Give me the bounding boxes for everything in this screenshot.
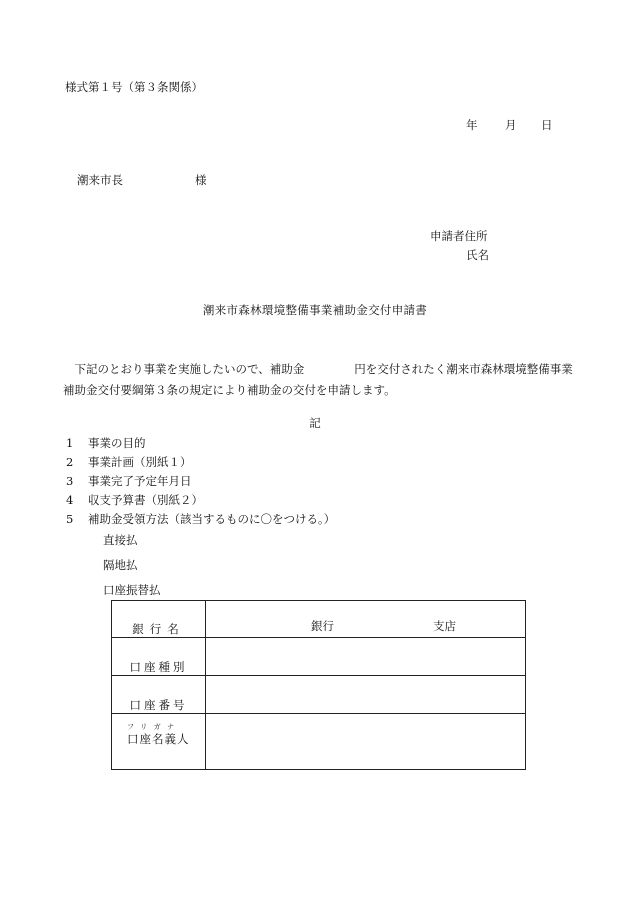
list-item (66, 453, 335, 472)
method-direct: 直接払 (103, 533, 138, 547)
account-holder-label-cell (112, 714, 206, 770)
account-type-label: 口座種別 (112, 638, 206, 676)
item-text: 事業の目的 (88, 436, 146, 450)
item-text: 事業計画（別紙１） (88, 455, 192, 469)
addressee-name: 潮来市長 (77, 173, 123, 187)
account-holder-label: 口座名義人 (127, 732, 190, 746)
item-number: 2 (66, 455, 74, 469)
branch-word: 支店 (433, 619, 456, 633)
item-number: 3 (66, 474, 74, 488)
bank-name-field (206, 601, 526, 638)
list-item (66, 434, 335, 453)
table-row (112, 601, 526, 638)
table-row (112, 676, 526, 714)
statement-part-2: 円を交付されたく潮来市森林環境整備事業補助金交付要綱第３条の規定により補助金の交付を申請します。 (63, 362, 573, 397)
application-statement (63, 359, 583, 401)
item-text: 補助金受領方法（該当するものに〇をつける。） (88, 512, 336, 526)
table-row (112, 714, 526, 770)
method-remote: 隔地払 (103, 558, 138, 572)
addressee-honorific: 様 (195, 173, 207, 187)
account-holder-field (206, 714, 526, 770)
date-month-label: 月 (505, 118, 517, 132)
account-number-field (206, 676, 526, 714)
item-number: 5 (66, 512, 74, 526)
list-item (66, 472, 335, 491)
item-number: 1 (66, 436, 74, 450)
list-item (66, 510, 335, 529)
table-row (112, 638, 526, 676)
list-item (66, 491, 335, 510)
bank-account-table (111, 600, 526, 770)
date-day-label: 日 (541, 118, 553, 132)
account-number-label: 口座番号 (112, 676, 206, 714)
addressee (77, 175, 207, 187)
ki-heading: 記 (309, 416, 321, 430)
item-number: 4 (66, 493, 74, 507)
bank-name-label: 銀行名 (112, 601, 206, 638)
item-text: 事業完了予定年月日 (88, 474, 192, 488)
document-title: 潮来市森林環境整備事業補助金交付申請書 (202, 303, 428, 317)
account-type-field (206, 638, 526, 676)
method-account-transfer: 口座振替払 (103, 583, 161, 597)
item-list (66, 434, 335, 529)
form-number: 様式第１号（第３条関係） (65, 80, 203, 94)
item-text: 収支予算書（別紙２） (88, 493, 203, 507)
statement-part-1: 下記のとおり事業を実施したいので、補助金 (63, 362, 305, 376)
applicant-name-label: 氏名 (466, 248, 489, 262)
applicant-address-label: 申請者住所 (430, 229, 488, 243)
furigana-label: フリガナ (127, 723, 181, 731)
bank-word: 銀行 (311, 619, 334, 633)
date-year-label: 年 (466, 118, 478, 132)
